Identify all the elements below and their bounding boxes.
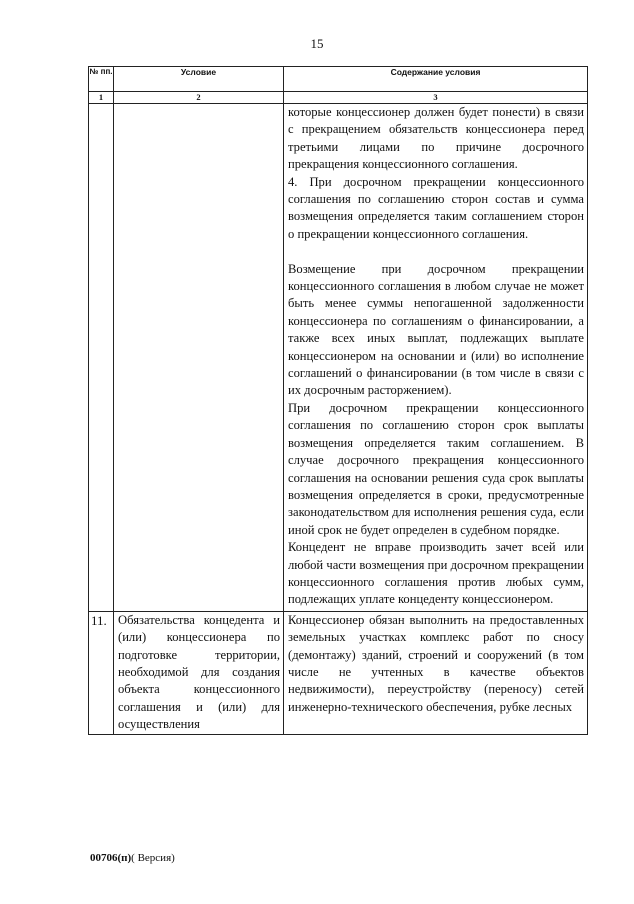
content-paragraph: Возмещение при досрочном прекращении концессионного соглашения в любом случае не может быть менее суммы непогашенной задолженности концессионера по соглашениям о финансировании, а также всех иных выплат, подлежащих выплате концессионером на основании и (или) во исполнение соглашений о финансировании (в том числе в связи с их досрочным расторжением). (288, 261, 584, 398)
document-code: 00706(п) (90, 852, 132, 864)
header-number: № пп. (89, 67, 114, 92)
table-header-row (89, 67, 588, 92)
page-number: 15 (310, 36, 324, 51)
column-number-row (89, 92, 588, 104)
header-content: Содержание условия (284, 67, 588, 92)
condition-cell (114, 104, 284, 612)
content-paragraph: Концедент не вправе производить зачет всей или любой части возмещения при досрочном прекращении концессионного соглашения против любых сумм, подлежащих уплате концеденту концессионером. (288, 540, 584, 607)
column-number-2: 2 (114, 92, 284, 104)
content-paragraph-empty (284, 243, 587, 260)
content-paragraph: При досрочном прекращении концессионного соглашения по соглашению сторон срок выплаты возмещения определяется таким соглашением. В случае досрочного прекращения концессионного соглашения на основании решения суда срок выплаты возмещения определяется в сроки, предусмотренные законодательством для исполнения решения суда, если иной срок не будет определен в судебном порядке. (288, 400, 584, 537)
column-number-3: 3 (284, 92, 588, 104)
condition-text: Обязательства концедента и (или) концессионера по подготовке территории, необходимой для создания объекта концессионного соглашения и (или) для осуществления (118, 612, 280, 732)
document-version: ( Версия) (131, 852, 175, 864)
table-row (89, 104, 588, 612)
header-condition: Условие (114, 67, 284, 92)
content-cell (284, 611, 588, 734)
table-row (89, 611, 588, 734)
conditions-table (88, 66, 588, 735)
column-number-1: 1 (89, 92, 114, 104)
content-paragraph: Концессионер обязан выполнить на предоставленных земельных участках комплекс работ по сносу (демонтажу) зданий, строений и сооружений (в том числе не учтенных в качестве объектов недвижимости), переустройству (переносу) сетей инженерно-технического обеспечения, рубке лесных (288, 612, 584, 714)
row-number-cell (89, 104, 114, 612)
content-paragraph: 4. При досрочном прекращении концессионного соглашения по соглашению сторон состав и сумма возмещения определяется таким соглашением сторон о прекращении концессионного соглашения. (288, 174, 584, 241)
content-cell (284, 104, 588, 612)
condition-cell (114, 611, 284, 734)
row-number-cell: 11. (89, 611, 114, 734)
document-footer (90, 852, 175, 864)
content-paragraph: которые концессионер должен будет понести) в связи с прекращением обязательств концессионера перед третьими лицами по причине досрочного прекращения концессионного соглашения. (288, 105, 584, 172)
